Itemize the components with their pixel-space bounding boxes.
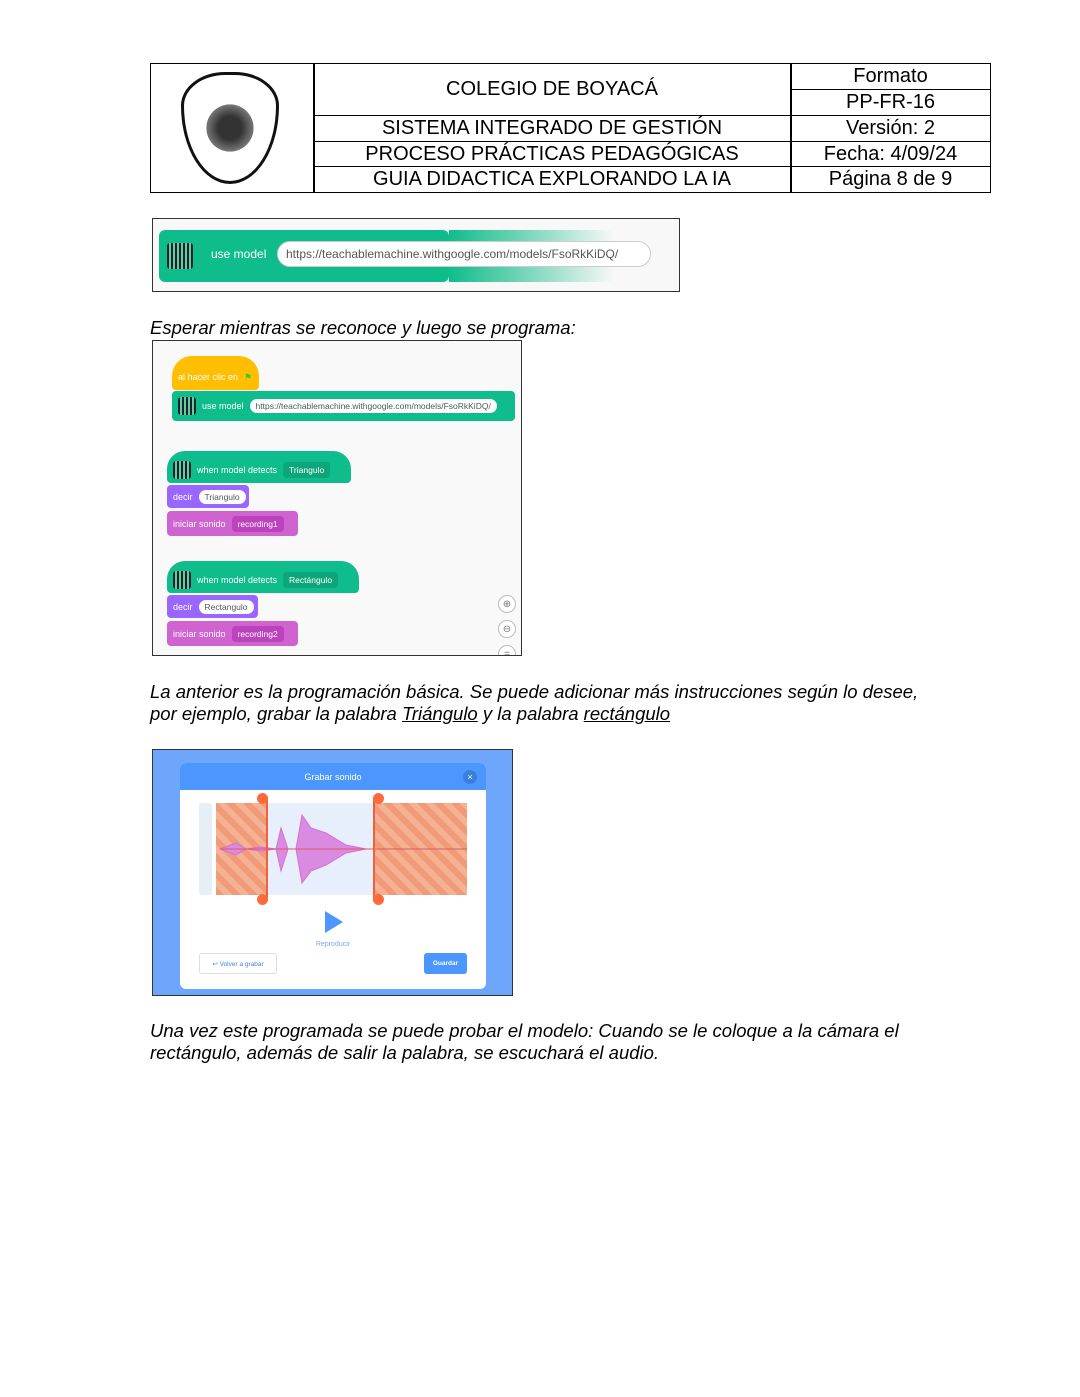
- format-label: Formato: [791, 64, 990, 90]
- class-dropdown: Rectángulo: [283, 572, 338, 588]
- record-sound-dialog: [180, 763, 486, 989]
- scratch-code-figure: [152, 340, 522, 656]
- underlined-word: rectángulo: [583, 703, 671, 724]
- format-code: PP-FR-16: [791, 90, 990, 116]
- paragraph-1: Esperar mientras se reconoce y luego se programa:: [150, 317, 576, 338]
- class-dropdown: Triangulo: [283, 462, 330, 478]
- say-label: decir: [173, 491, 193, 502]
- close-icon: ×: [463, 770, 477, 784]
- say-value: Rectangulo: [199, 600, 254, 614]
- waveform: [216, 803, 467, 895]
- sound-label: iniciar sonido: [173, 518, 226, 529]
- trim-handle: [373, 793, 384, 804]
- ml-model-icon: [167, 243, 193, 269]
- start-sound-block: [167, 511, 298, 536]
- ml-model-icon: [173, 461, 191, 479]
- when-model-detects-block: [167, 561, 359, 593]
- dialog-title: Grabar sonido: [180, 763, 486, 790]
- sound-dropdown: recording1: [232, 516, 284, 532]
- document-header: [150, 63, 991, 193]
- say-label: decir: [173, 601, 193, 612]
- when-label: when model detects: [197, 465, 278, 475]
- trim-handle: [257, 894, 268, 905]
- use-model-label: use model: [202, 401, 244, 411]
- use-model-block: [172, 391, 515, 421]
- ml-model-icon: [173, 571, 191, 589]
- school-logo: [181, 72, 279, 184]
- ml-model-icon: [178, 397, 196, 415]
- trim-handle: [373, 894, 384, 905]
- rerecord-button: ↩ Volver a grabar: [199, 953, 277, 974]
- save-button: Guardar: [424, 953, 467, 974]
- process-name: PROCESO PRÁCTICAS PEDAGÓGICAS: [314, 142, 790, 167]
- start-sound-block: [167, 621, 298, 646]
- say-block: [167, 595, 258, 618]
- when-label: when model detects: [197, 575, 278, 585]
- text: La anterior es la programación básica. Se puede adicionar más instrucciones según lo desee, por ejemplo, grabar la palabra: [150, 681, 919, 724]
- sound-label: iniciar sonido: [173, 628, 226, 639]
- date: Fecha: 4/09/24: [791, 142, 990, 167]
- say-value: Triangulo: [199, 490, 246, 504]
- paragraph-3: Una vez este programada se puede probar el modelo: Cuando se le coloque a la cámara el rectángulo, además de salir la palabra, se escuchará el audio.: [150, 1020, 899, 1063]
- system-name: SISTEMA INTEGRADO DE GESTIÓN: [314, 116, 790, 142]
- play-label: Reproducir: [315, 941, 351, 948]
- use-model-label: use model: [211, 247, 267, 261]
- page-number: Página 8 de 9: [828, 168, 953, 190]
- zoom-in-icon: ⊕: [498, 595, 516, 613]
- model-url-field: https://teachablemachine.withgoogle.com/models/FsoRkKiDQ/: [277, 241, 651, 267]
- underlined-word: Triángulo: [401, 703, 478, 724]
- hat-label: al hacer clic en: [178, 372, 239, 382]
- record-sound-figure: [152, 749, 513, 996]
- zoom-out-icon: ⊖: [498, 620, 516, 638]
- play-icon: [325, 911, 343, 933]
- guide-name: GUIA DIDACTICA EXPLORANDO LA IA: [373, 168, 731, 190]
- model-url-field: https://teachablemachine.withgoogle.com/models/FsoRkKiDQ/: [250, 399, 497, 413]
- sound-dropdown: recording2: [232, 626, 284, 642]
- say-block: [167, 485, 249, 508]
- green-flag-icon: ⚑: [244, 371, 253, 382]
- when-model-detects-block: [167, 451, 351, 483]
- school-name: COLEGIO DE BOYACÁ: [314, 64, 790, 116]
- use-model-figure: [152, 218, 680, 292]
- when-flag-clicked-block: [172, 356, 259, 390]
- text: y la palabra: [477, 703, 584, 724]
- version: Versión: 2: [791, 116, 990, 142]
- zoom-reset-icon: =: [498, 645, 516, 656]
- trim-handle: [257, 793, 268, 804]
- paragraph-2: [150, 681, 930, 725]
